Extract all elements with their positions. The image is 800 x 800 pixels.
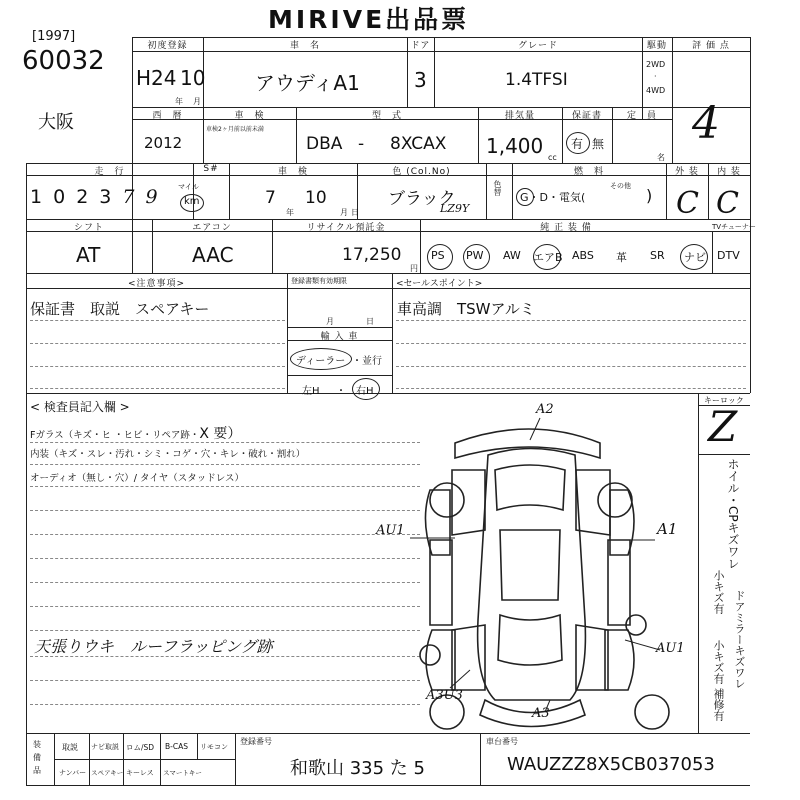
equip-abs: ABS [572, 249, 594, 262]
audio-tire-line: オーディオ（無し・穴）/ タイヤ（スタッドレス） [30, 473, 244, 484]
plate-number: 和歌山 335 た 5 [290, 758, 425, 779]
ac-label: エアコン [192, 223, 232, 233]
mileage-label: 走 行 [94, 167, 125, 177]
grade-label: グレード [517, 41, 558, 51]
inspection-title: < 検査員記入欄 > [30, 400, 130, 414]
equip-navi: ナビ [684, 251, 706, 264]
score: 4 [692, 98, 720, 149]
equip-pw: PW [466, 249, 484, 262]
fuel-other-label: その他 [610, 182, 631, 190]
sheet-title: MIRIVE出品票 [268, 5, 470, 34]
door-count: 3 [414, 68, 427, 92]
inspection-month: 10 [305, 188, 327, 208]
side-note-small-scratch-1: 小キズ有 [712, 570, 725, 614]
item-keyless: キーレス [126, 769, 154, 777]
equip-leather: 革 [616, 251, 627, 264]
capacity-unit: 名 [657, 153, 665, 162]
model-dash: - [358, 134, 365, 154]
exterior-label: 外 装 [675, 167, 699, 177]
capacity-label: 定 員 [626, 111, 657, 121]
displacement-label: 排気量 [504, 111, 535, 121]
key-lock-mark: Z [708, 402, 738, 451]
color: ブラック [388, 189, 456, 209]
drive-4wd: 4WD [646, 86, 666, 95]
km-unit: km [184, 196, 200, 207]
side-note-small-scratch-2: 小キズ有 [712, 640, 725, 684]
fuel-label: 燃 料 [573, 167, 604, 177]
interior-grade: C [716, 186, 739, 221]
equip-dtv: DTV [717, 249, 740, 262]
model-year: 2012 [144, 134, 183, 152]
inspection-note: 車検2ヶ月前以前未満 [206, 126, 264, 133]
equip-aw: AW [503, 249, 521, 262]
equip-sunroof: SR [650, 249, 665, 262]
side-note-wheel: ホイル・CPキズワレ [726, 458, 740, 570]
plate-label: 登録番号 [240, 737, 272, 746]
equip-ps: PS [431, 249, 445, 262]
car-name-label: 車 名 [289, 41, 320, 51]
exterior-grade: C [676, 186, 699, 221]
model-code: 8XCAX [390, 134, 447, 154]
month-unit: 月 [193, 97, 201, 106]
drive-label: 駆動 [646, 41, 667, 51]
sp-label: S# [203, 164, 219, 174]
item-navi-manual: ナビ取説 [91, 743, 119, 751]
shift: AT [76, 243, 101, 267]
glass-line: Fガラス（キズ・ヒ ・ヒビ・リペア跡・X 要） [30, 426, 242, 442]
model-label: 型 式 [371, 111, 402, 121]
import-parallel: ・並行 [352, 356, 382, 367]
handwritten-note: 天張りウキ ルーフラッピング跡 [34, 637, 273, 656]
side-note-repair: 補修有 [712, 688, 725, 721]
registration-month: 10 [180, 66, 206, 90]
deadline-day: 日 [366, 317, 374, 326]
warranty-no: 無 [592, 137, 605, 151]
equipment-label: 純 正 装 備 [540, 223, 592, 233]
damage-code-rear-bumper: A3 [532, 706, 550, 721]
fuel-options: G・D・電気( [520, 191, 586, 204]
year-tag: [1997] [32, 29, 76, 44]
key-lock-label: キーロック [704, 396, 744, 405]
model-prefix: DBA [306, 134, 343, 154]
lot-number: 60032 [22, 46, 105, 76]
fuel-close: ) [646, 186, 653, 205]
caution-label: <注意事項> [127, 279, 186, 289]
equip-airbag: エアB [533, 251, 563, 264]
import-car-label: 輸 入 車 [320, 332, 359, 342]
warranty-yes: 有 [571, 137, 584, 151]
warranty-label: 保証書 [571, 111, 602, 121]
damage-code-left-rear: A3U3 [426, 688, 463, 703]
import-dealer: ディーラー [296, 356, 346, 367]
damage-code-roof: A2 [536, 402, 554, 417]
region: 大阪 [38, 112, 74, 133]
handle-dot: ・ [336, 386, 346, 397]
inspection-month-unit: 月 [340, 208, 348, 217]
door-label: ドア [410, 41, 431, 51]
deadline-month: 月 [326, 317, 334, 326]
recycle-fee: 17,250 [342, 245, 402, 265]
item-manual: 取説 [62, 743, 78, 752]
color-code: LZ9Y [440, 202, 470, 215]
score-label: 評 価 点 [692, 41, 730, 51]
inspection-year: 7 [265, 188, 276, 208]
interior-label: 内 装 [717, 167, 741, 177]
handle-right: 右H [356, 386, 374, 397]
damage-code-right-door: A1 [657, 520, 678, 538]
tv-tuner-label: TVチューナー [712, 223, 756, 231]
first-registration-label: 初度登録 [147, 41, 188, 51]
sales-point-label: <セールスポイント> [396, 279, 483, 289]
drive-2wd: 2WD [646, 60, 666, 69]
car-name: アウディA1 [255, 71, 360, 95]
mileage-digits: 102379 [30, 186, 169, 208]
equipment-items-label: 装 備 品 [33, 740, 41, 775]
side-note-door-mirror: ドアミラーキズワレ [733, 590, 746, 689]
year-unit: 年 [175, 97, 183, 106]
item-remote: リモコン [200, 743, 228, 751]
model-year-label: 西 暦 [152, 111, 183, 121]
item-number-plate: ナンバー [59, 769, 87, 777]
air-conditioner: AAC [192, 243, 234, 267]
item-bcas: B-CAS [165, 742, 188, 751]
color-label: 色 (Col.No) [392, 167, 451, 177]
yen-unit: 円 [410, 264, 418, 273]
vin: WAUZZZ8X5CB037053 [507, 754, 715, 775]
handle-left: 左H [302, 386, 320, 397]
item-smart-key: スマートキー [163, 769, 202, 777]
item-rom-sd: ロム/SD [126, 743, 155, 752]
registration-era: H24 [136, 66, 177, 90]
sales-point-text: 車高調 TSWアルミ [397, 300, 535, 318]
document-deadline-label: 登録書類有効期限 [291, 277, 347, 285]
displacement: 1,400 [486, 134, 544, 158]
mile-unit: マイル [178, 183, 199, 191]
grade: 1.4TFSI [505, 70, 568, 90]
inspection-label: 車 検 [234, 111, 265, 121]
color-change-label: 色替 [493, 180, 502, 196]
shift-label: シフト [73, 223, 104, 233]
cc-unit: cc [548, 153, 557, 162]
inspection-date-label: 車 検 [277, 167, 308, 177]
vin-label: 車台番号 [486, 737, 518, 746]
interior-line: 内装（キズ・スレ・汚れ・シミ・コゲ・穴・キレ・破れ・割れ） [30, 449, 306, 460]
caution-text: 保証書 取説 スペアキー [30, 300, 210, 318]
inspection-day-unit: 日 [351, 208, 359, 217]
item-spare-key: スペアキー [91, 769, 124, 777]
damage-code-right-rear: AU1 [656, 641, 685, 656]
damage-code-left-door: AU1 [376, 523, 405, 538]
recycle-label: リサイクル預託金 [306, 223, 386, 233]
inspection-year-unit: 年 [286, 208, 294, 217]
